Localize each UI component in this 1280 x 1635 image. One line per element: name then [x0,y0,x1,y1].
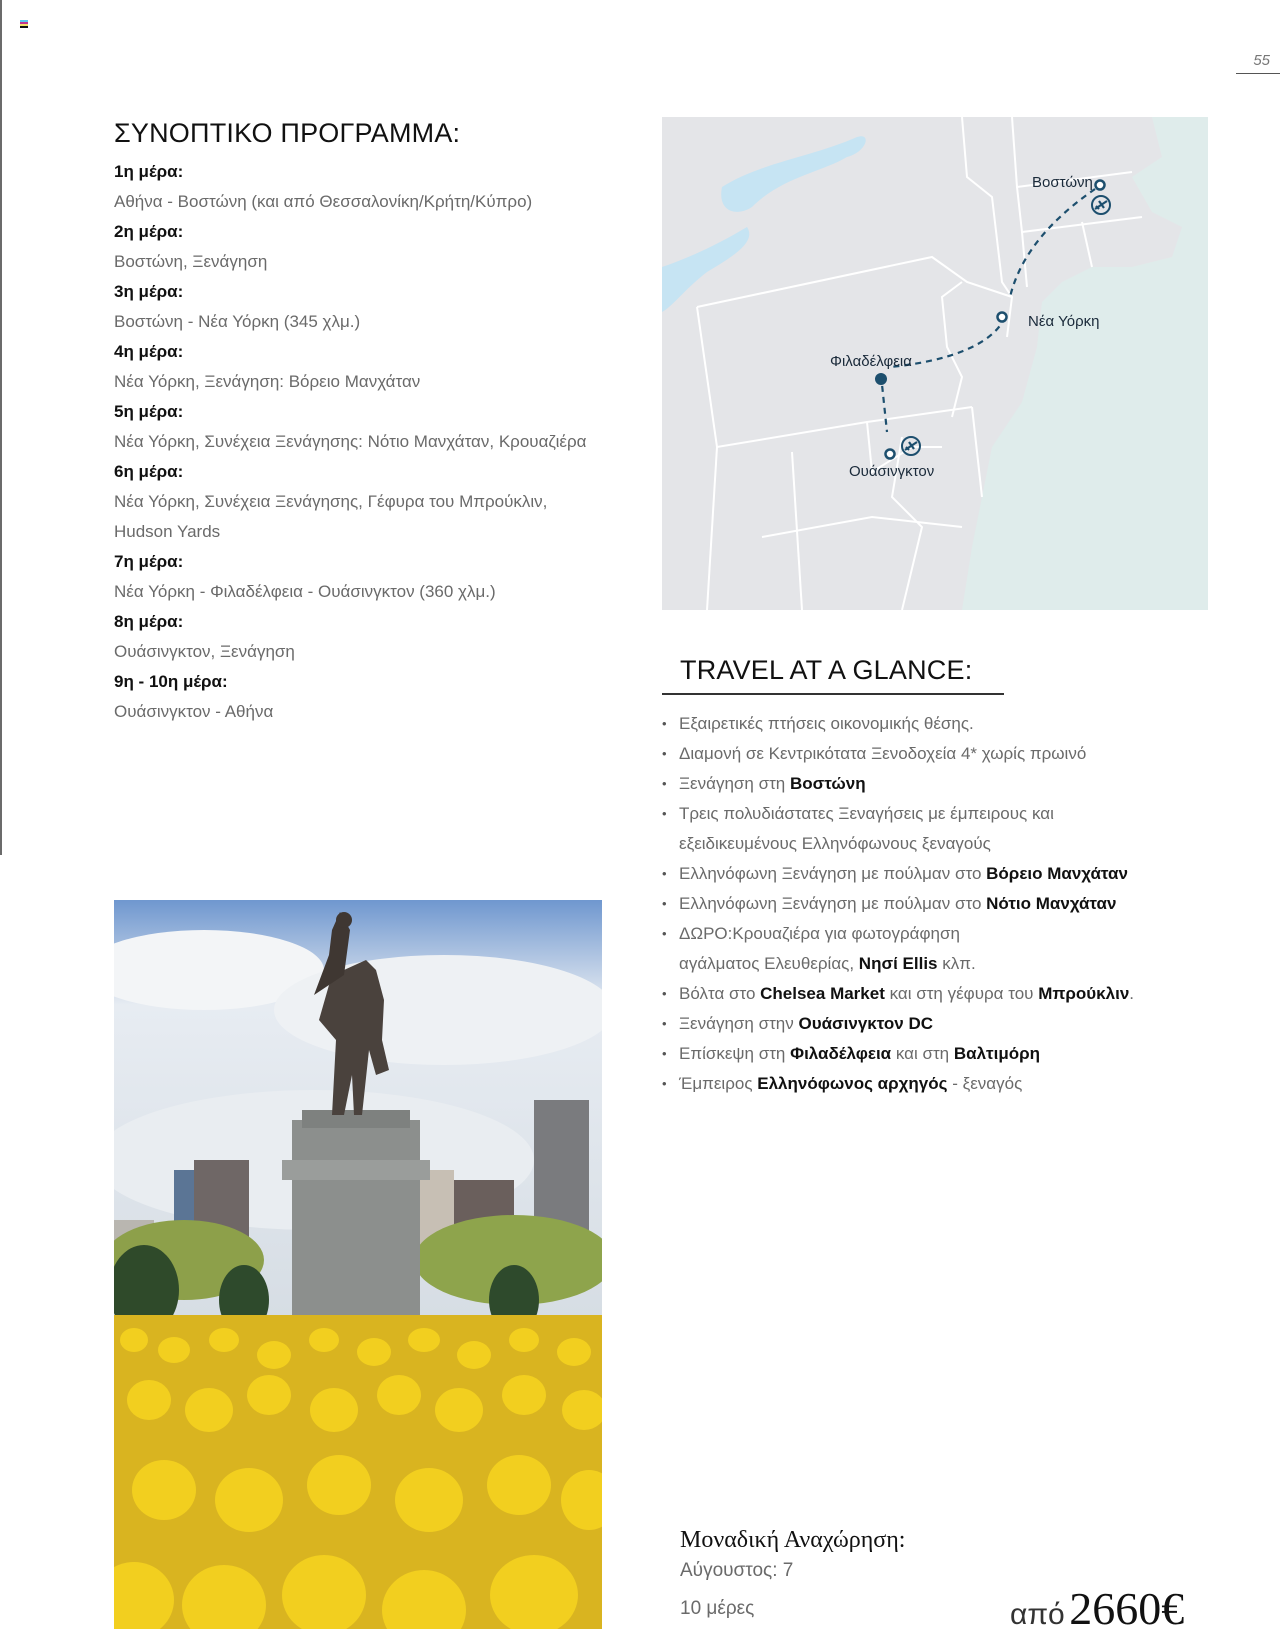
day-label: 4η μέρα: [114,342,184,361]
day-label: 6η μέρα: [114,462,184,481]
day-label: 8η μέρα: [114,612,184,631]
day-item [114,277,634,337]
glance-title: TRAVEL AT A GLANCE: [680,655,973,685]
day-description: Βοστώνη, Ξενάγηση [114,252,268,271]
day-item [114,337,634,397]
page-number: 55 [1253,52,1270,69]
map-label-newyork: Νέα Υόρκη [1028,313,1100,330]
travel-at-a-glance [662,655,1222,1099]
highlight-item: • Ξενάγηση στην Ουάσινγκτον DC [662,1009,1222,1039]
day-label: 1η μέρα: [114,162,184,181]
day-item [114,667,634,727]
highlight-item: • Ξενάγηση στη Βοστώνη [662,769,1222,799]
day-label: 3η μέρα: [114,282,184,301]
day-list [114,157,634,727]
highlight-item: • Ελληνόφωνη Ξενάγηση με πούλμαν στο Νότιο Μανχάταν [662,889,1222,919]
route-map [662,117,1208,610]
departure-title: Μοναδική Αναχώρηση: [680,1527,906,1553]
highlight-item: • Επίσκεψη στη Φιλαδέλφεια και στη Βαλτιμόρη [662,1039,1222,1069]
day-description: Νέα Υόρκη, Συνέχεια Ξενάγησης: Νότιο Μανχάταν, Κρουαζιέρα [114,432,587,451]
price-amount: 2660€ [1069,1583,1185,1634]
price-prefix: από [1010,1598,1065,1631]
highlight-item: • Εξαιρετικές πτήσεις οικονομικής θέσης. [662,709,1222,739]
day-label: 5η μέρα: [114,402,184,421]
day-label: 9η - 10η μέρα: [114,672,228,691]
highlight-item: • Έμπειρος Ελληνόφωνος αρχηγός - ξεναγός [662,1069,1222,1099]
day-item [114,397,634,457]
highlight-item: • Τρεις πολυδιάστατες Ξεναγήσεις με έμπειρους και εξειδικευμένους Ελληνόφωνους ξεναγούς [662,799,1079,859]
map-label-boston: Βοστώνη [1032,174,1093,191]
photo-illustration [114,900,602,1629]
highlights-list [662,709,1222,1099]
print-color-marks [20,20,28,28]
day-label: 7η μέρα: [114,552,184,571]
day-item [114,607,634,667]
day-description: Βοστώνη - Νέα Υόρκη (345 χλμ.) [114,312,361,331]
day-label: 2η μέρα: [114,222,184,241]
highlight-item: • Διαμονή σε Κεντρικότατα Ξενοδοχεία 4* χωρίς πρωινό [662,739,1222,769]
day-item [114,157,634,217]
itinerary-summary [114,118,634,727]
day-description-cont: Hudson Yards [114,522,221,541]
highlight-item: • Βόλτα στο Chelsea Market και στη γέφυρα του Μπρούκλιν. [662,979,1222,1009]
map-label-washington: Ουάσινγκτον [849,463,935,480]
departure-info [680,1527,905,1620]
departure-date: Αύγουστος: 7 [680,1560,794,1581]
page-number-rule [1236,73,1280,74]
day-description: Νέα Υόρκη, Συνέχεια Ξενάγησης, Γέφυρα του Μπρούκλιν, [114,492,548,511]
day-item [114,217,634,277]
day-description: Νέα Υόρκη, Ξενάγηση: Βόρειο Μανχάταν [114,372,421,391]
day-description: Νέα Υόρκη - Φιλαδέλφεια - Ουάσινγκτον (360 χλμ.) [114,582,496,601]
day-description: Ουάσινγκτον, Ξενάγηση [114,642,295,661]
day-description: Ουάσινγκτον - Αθήνα [114,702,274,721]
day-item [114,547,634,607]
map-graphic [662,117,1208,610]
highlight-item: • ΔΩΡΟ:Κρουαζιέρα για φωτογράφηση αγάλματος Ελευθερίας, Νησί Ellis κλπ. [662,919,1019,979]
day-description: Αθήνα - Βοστώνη (και από Θεσσαλονίκη/Κρήτη/Κύπρο) [114,192,533,211]
itinerary-title: ΣΥΝΟΠΤΙΚΟ ΠΡΟΓΡΑΜΜΑ: [114,118,461,148]
page-edge-rule [0,0,2,855]
price [1010,1582,1184,1635]
boston-statue-photo [114,900,602,1629]
map-label-philadelphia: Φιλαδέλφεια [830,353,912,370]
trip-duration: 10 μέρες [680,1598,755,1619]
highlight-item: • Ελληνόφωνη Ξενάγηση με πούλμαν στο Βόρειο Μανχάταν [662,859,1222,889]
glance-title-rule [662,693,1004,695]
day-item [114,457,634,547]
